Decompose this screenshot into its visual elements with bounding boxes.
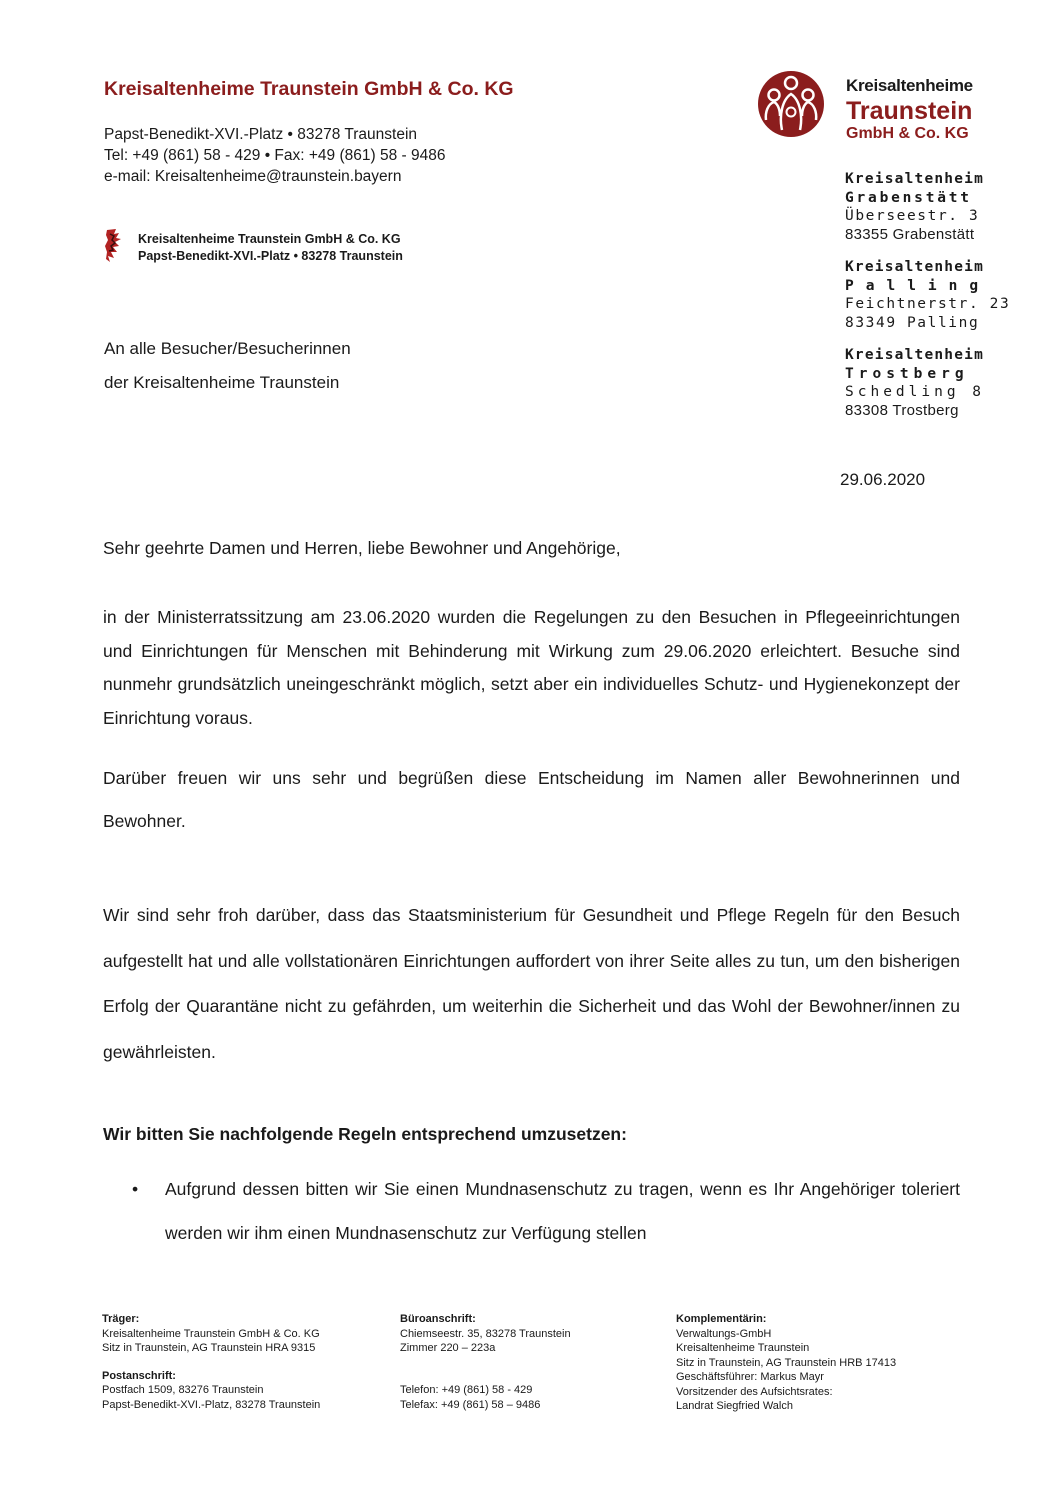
return-address-text (138, 231, 403, 265)
paragraph-2: Darüber freuen wir uns sehr und begrüßen diese Entscheidung im Namen aller Bewohnerinnen und Bewohner. (103, 768, 960, 831)
footer-line: Papst-Benedikt-XVI.-Platz, 83278 Traunstein (102, 1398, 321, 1411)
home-street: Schedling 8 (845, 384, 986, 400)
home-zip: 83308 Trostberg (845, 401, 959, 419)
home-street: Feichtnerstr. 23 (845, 296, 1011, 312)
footer-line: Geschäftsführer: Markus Mayr (676, 1371, 824, 1383)
sender-address: Papst-Benedikt-XVI.-Platz • 83278 Traunstein (104, 126, 418, 143)
company-name: Kreisaltenheime Traunstein GmbH & Co. KG (104, 78, 514, 100)
list-item (103, 1167, 960, 1255)
home-street: Überseestr. 3 (845, 208, 980, 224)
footer-line: Landrat Siegfried Walch (676, 1400, 793, 1412)
home-name: Kreisaltenheim (845, 259, 985, 275)
brand-line1: Kreisaltenheime (846, 76, 973, 95)
home-grabenstaett (845, 170, 984, 244)
home-place: Grabenstätt (845, 189, 972, 206)
footer-line: Postfach 1509, 83276 Traunstein (102, 1384, 264, 1396)
home-palling (845, 258, 1010, 332)
footer-heading: Büroanschrift: (400, 1313, 476, 1325)
footer-heading: Postanschrift: (102, 1369, 176, 1382)
people-circle-logo-icon (757, 70, 825, 138)
return-address-line1: Kreisaltenheime Traunstein GmbH & Co. KG (138, 232, 401, 246)
home-trostberg (845, 346, 985, 420)
footer-fax: Telefax: +49 (861) 58 – 9486 (400, 1398, 541, 1411)
footer-line: Kreisaltenheime Traunstein (676, 1342, 810, 1354)
letter-date: 29.06.2020 (840, 470, 926, 489)
home-name: Kreisaltenheim (845, 347, 985, 363)
home-zip: 83355 Grabenstätt (845, 225, 975, 243)
footer-line: Zimmer 220 – 223a (400, 1342, 496, 1354)
recipient-block (104, 332, 351, 400)
footer-heading: Komplementärin: (676, 1313, 767, 1325)
footer-line: Chiemseestr. 35, 83278 Traunstein (400, 1327, 571, 1340)
footer-phone: Telefon: +49 (861) 58 - 429 (400, 1384, 533, 1396)
sender-email: e-mail: Kreisaltenheime@traunstein.bayern (104, 168, 402, 185)
sender-address-block (104, 124, 445, 187)
footer-line: Sitz in Traunstein, AG Traunstein HRA 9315 (102, 1342, 316, 1354)
brand-line3: GmbH & Co. KG (846, 125, 969, 142)
rules-list (103, 1167, 960, 1255)
brand-name (846, 76, 973, 143)
footer-heading: Träger: (102, 1313, 140, 1325)
bullet-icon: • (132, 1179, 139, 1199)
home-place: Palling (845, 277, 991, 294)
footer-line: Kreisaltenheime Traunstein GmbH & Co. KG (102, 1327, 320, 1340)
home-name: Kreisaltenheim (845, 171, 985, 187)
paragraph-1: in der Ministerratssitzung am 23.06.2020 wurden die Regelungen zu den Besuchen in Pflegeeinrichtungen und Einrichtungen für Menschen mit Behinderung mit Wirkung zum 29.06.2020 erleichtert. Besuche sind nunmehr grundsätzlich uneingeschränkt möglich, setzt aber ein individuelles Schutz- und Hygienekonzept der Einrichtung voraus. (103, 607, 960, 728)
footer-traeger (102, 1312, 320, 1412)
recipient-line1: An alle Besucher/Besucherinnen (104, 339, 351, 358)
footer-line: Vorsitzender des Aufsichtsrates: (676, 1385, 833, 1398)
home-zip: 83349 Palling (845, 314, 980, 331)
footer-komplementaerin (676, 1312, 896, 1414)
footer-buero (400, 1312, 571, 1412)
coat-of-arms-icon (104, 228, 126, 264)
return-address-line2: Papst-Benedikt-XVI.-Platz • 83278 Traunstein (138, 249, 403, 263)
paragraph-3: Wir sind sehr froh darüber, dass das Staatsministerium für Gesundheit und Pflege Regeln für den Besuch aufgestellt hat und alle vollstationären Einrichtungen auffordert von ihrer Seite alles zu tun, um den bisherigen Erfolg der Quarantäne nicht zu gefährden, um weiterhin die Sicherheit und das Wohl der Bewohner/innen zu gewährleisten. (103, 905, 960, 1062)
sender-phone-fax: Tel: +49 (861) 58 - 429 • Fax: +49 (861) 58 - 9486 (104, 147, 446, 164)
footer-line: Verwaltungs-GmbH (676, 1327, 772, 1340)
home-place: Trostberg (845, 365, 969, 382)
rules-heading: Wir bitten Sie nachfolgende Regeln entsprechend umzusetzen: (103, 1124, 627, 1144)
recipient-line2: der Kreisaltenheime Traunstein (104, 373, 340, 392)
rule-text: Aufgrund dessen bitten wir Sie einen Mundnasenschutz zu tragen, wenn es Ihr Angehöriger toleriert werden wir ihm einen Mundnasenschutz zur Verfügung stellen (165, 1179, 960, 1243)
salutation: Sehr geehrte Damen und Herren, liebe Bewohner und Angehörige, (103, 538, 621, 558)
brand-line2: Traunstein (846, 97, 973, 125)
footer-line: Sitz in Traunstein, AG Traunstein HRB 17413 (676, 1356, 897, 1369)
